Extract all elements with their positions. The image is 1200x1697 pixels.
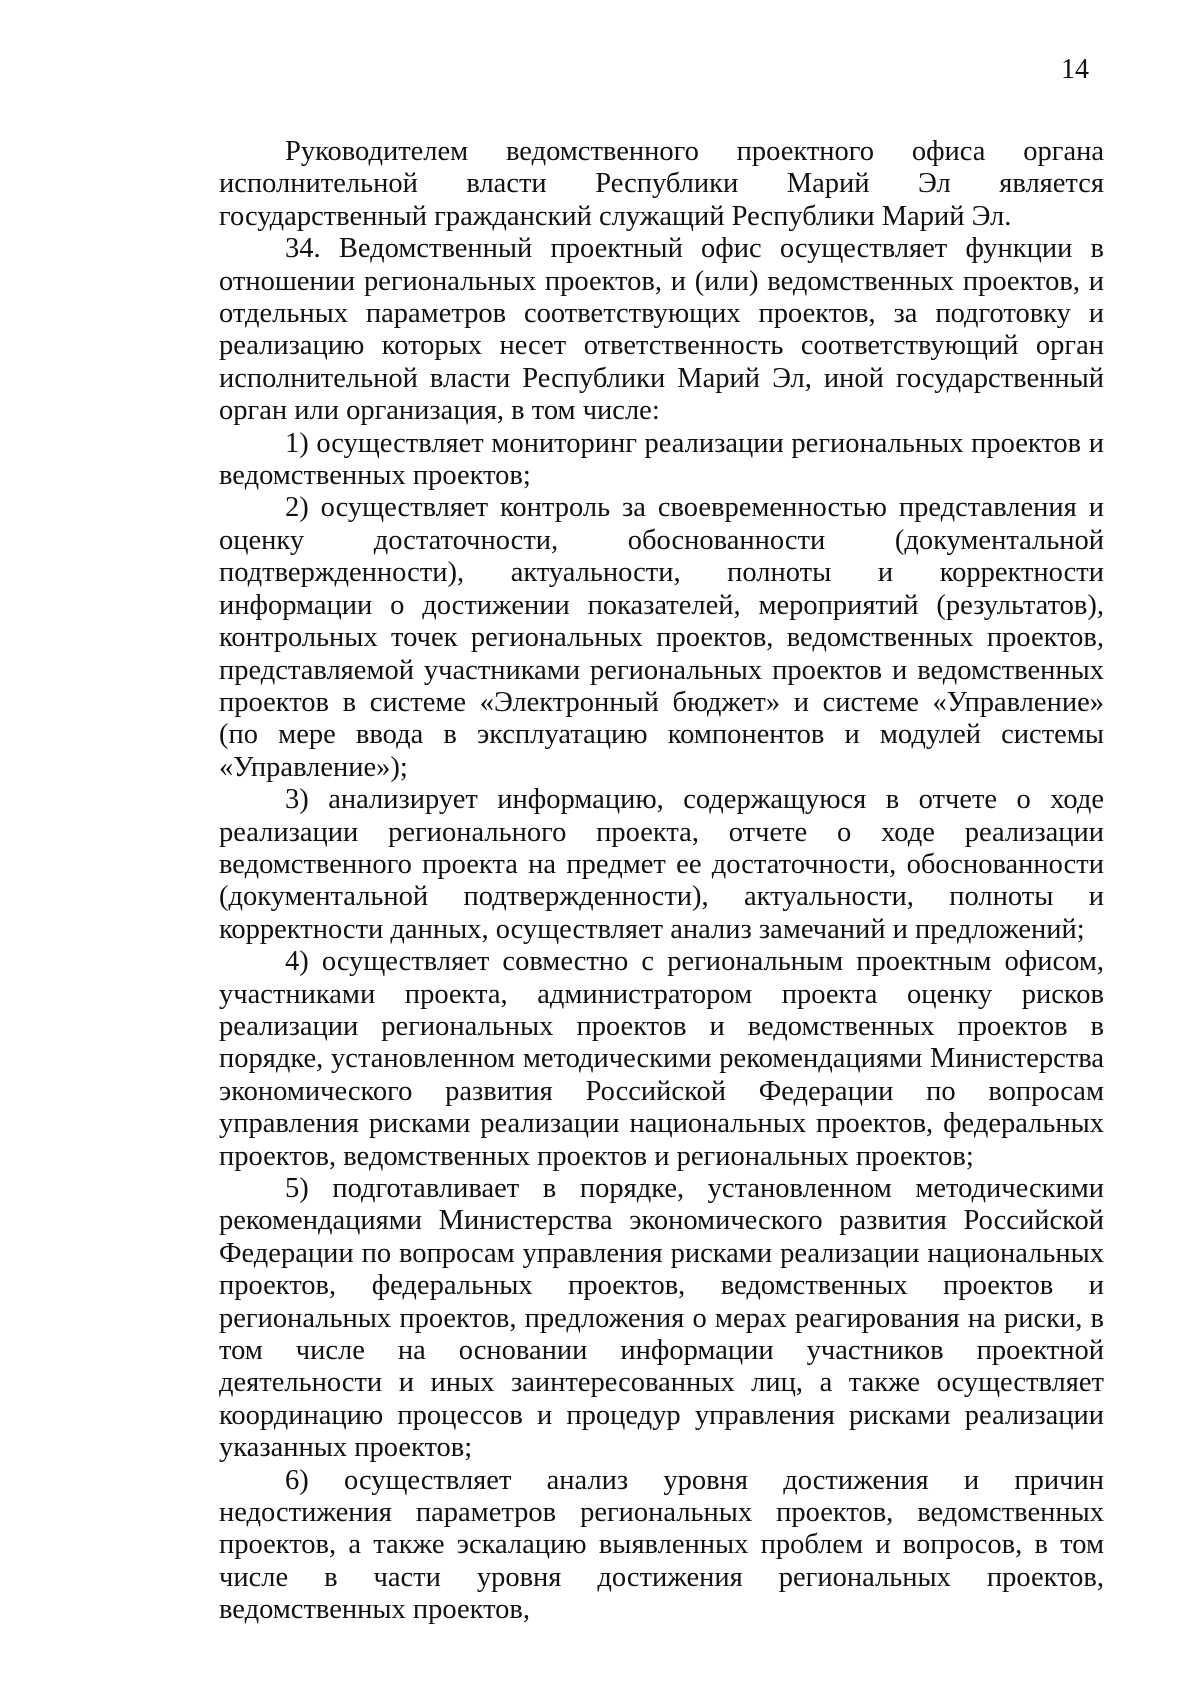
document-body (219, 136, 1104, 1627)
page-number: 14 (1061, 54, 1089, 85)
list-item-6: 6) осуществляет анализ уровня достижения и причин недостижения параметров региональных проектов, ведомственных проектов, а также эскалацию выявленных проблем и вопросов, в том числе в части уровня достижения региональных проектов, ведомственных проектов, (219, 1464, 1104, 1626)
paragraph-item-34: 34. Ведомственный проектный офис осуществляет функции в отношении региональных проектов, и (или) ведомственных проектов, и отдельных параметров соответствующих проектов, за подготовку и реализацию которых несет ответственность соответствующий орган исполнительной власти Республики Марий Эл, иной государственный орган или организация, в том числе: (219, 233, 1104, 427)
list-item-2: 2) осуществляет контроль за своевременностью представления и оценку достаточности, обоснованности (документальной подтвержденности), актуальности, полноты и корректности информации о достижении показателей, мероприятий (результатов), контрольных точек региональных проектов, ведомственных проектов, представляемой участниками региональных проектов и ведомственных проектов в системе «Электронный бюджет» и системе «Управление» (по мере ввода в эксплуатацию компонентов и модулей системы «Управление»); (219, 492, 1104, 783)
paragraph-office-head: Руководителем ведомственного проектного офиса органа исполнительной власти Республики Марий Эл является государственный гражданский служащий Республики Марий Эл. (219, 136, 1104, 232)
list-item-1: 1) осуществляет мониторинг реализации региональных проектов и ведомственных проектов; (219, 427, 1104, 492)
list-item-5: 5) подготавливает в порядке, установленном методическими рекомендациями Министерства экономического развития Российской Федерации по вопросам управления рисками реализации национальных проектов, федеральных проектов, ведомственных проектов и региональных проектов, предложения о мерах реагирования на риски, в том числе на основании информации участников проектной деятельности и иных заинтересованных лиц, а также осуществляет координацию процессов и процедур управления рисками реализации указанных проектов; (219, 1173, 1104, 1464)
list-item-4: 4) осуществляет совместно с региональным проектным офисом, участниками проекта, администратором проекта оценку рисков реализации региональных проектов и ведомственных проектов в порядке, установленном методическими рекомендациями Министерства экономического развития Российской Федерации по вопросам управления рисками реализации национальных проектов, федеральных проектов, ведомственных проектов и региональных проектов; (219, 946, 1104, 1172)
list-item-3: 3) анализирует информацию, содержащуюся в отчете о ходе реализации регионального проекта, отчете о ходе реализации ведомственного проекта на предмет ее достаточности, обоснованности (документальной подтвержденности), актуальности, полноты и корректности данных, осуществляет анализ замечаний и предложений; (219, 784, 1104, 945)
